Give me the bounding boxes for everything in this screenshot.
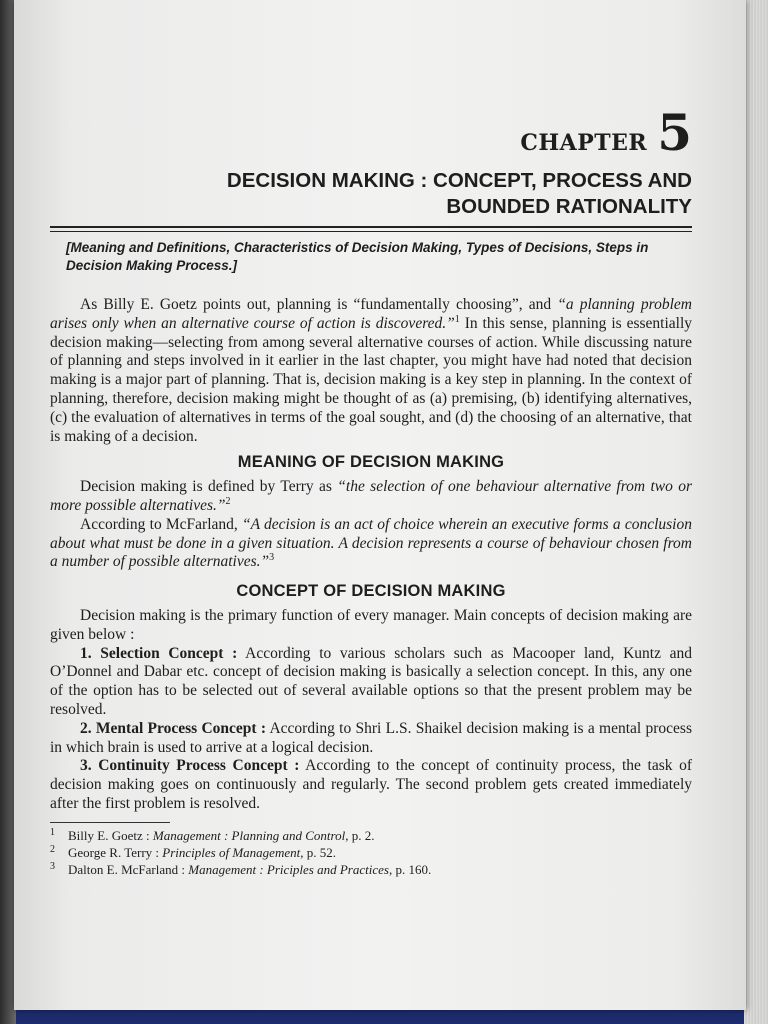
title-rule-thick [50,226,692,228]
chapter-title [72,168,692,220]
footnote-rule [50,822,170,823]
chapter-body [50,296,692,878]
meaning-heading: MEANING OF DECISION MAKING [237,453,505,472]
title-rule-thin [50,231,692,232]
book-page [14,0,746,1010]
chapter-topics: [Meaning and Definitions, Characteristics of Decision Making, Types of Decisions, Steps in Decision Making Process.] [66,240,649,273]
selection-concept: 1. Selection Concept : According to various scholars such as Macooper land, Kuntz and O’Donnel and Dabar etc. concept of decision making is basically a selection concept. In this, any one of the option has to be selected out of several available options so that the present problem may be resolved. [50,644,693,718]
footnotes [50,827,692,878]
chapter-word: CHAPTER [520,130,648,156]
concept-heading: CONCEPT OF DECISION MAKING [236,582,506,601]
page-stack-edge [744,0,768,1024]
mental-process-concept: 2. Mental Process Concept : According to Shri L.S. Shaikel decision making is a mental process in which brain is used to arrive at a logical decision. [50,719,692,756]
footnote-1: 1 Billy E. Goetz : Management : Planning and Control, p. 2. [50,826,375,843]
chapter-title-line-2: BOUNDED RATIONALITY [446,195,692,218]
chapter-label [520,103,692,162]
chapter-title-line-1: DECISION MAKING : CONCEPT, PROCESS AND [226,169,692,192]
mcfarland-definition: According to McFarland, “A decision is an act of choice wherein an executive forms a conclusion about what must be done in a given situation. A decision represents a course of behaviour chosen from a number of possible alternatives.”$^3$ [50,515,692,571]
chapter-number: 5 [657,103,692,162]
continuity-process-concept: 3. Continuity Process Concept : According to the concept of continuity process, the task of decision making goes on continuously and regularly. The second problem gets created immediately after the first problem is resolved. [50,757,692,812]
footnote-2: 2 George R. Terry : Principles of Management, p. 52. [50,843,336,860]
intro-paragraph: As Billy E. Goetz points out, planning is “fundamentally choosing”, and “a planning problem arises only when an alternative course of action is discovered.”$^1$ In this sense, planning is essentially decision making—selecting from among several alternative courses of action. While discussing nature of planning and steps involved in it earlier in the last chapter, you might have had noted that decision making is a major part of planning. That is, decision making is a key step in planning. In the context of planning, therefore, decision making might be thought of as (a) premising, (b) identifying alternatives, (c) the evaluation of alternatives in terms of the goal sought, and (d) the choosing of an alternative, that is making of a decision. [50,296,692,445]
terry-definition: Decision making is defined by Terry as “the selection of one behaviour alternative from two or more possible alternatives.”$^2$ [50,478,692,514]
footnote-3: 3 Dalton E. McFarland : Management : Priciples and Practices, p. 160. [50,860,432,877]
concept-intro: Decision making is the primary function of every manager. Main concepts of decision making are given below : [50,606,692,643]
